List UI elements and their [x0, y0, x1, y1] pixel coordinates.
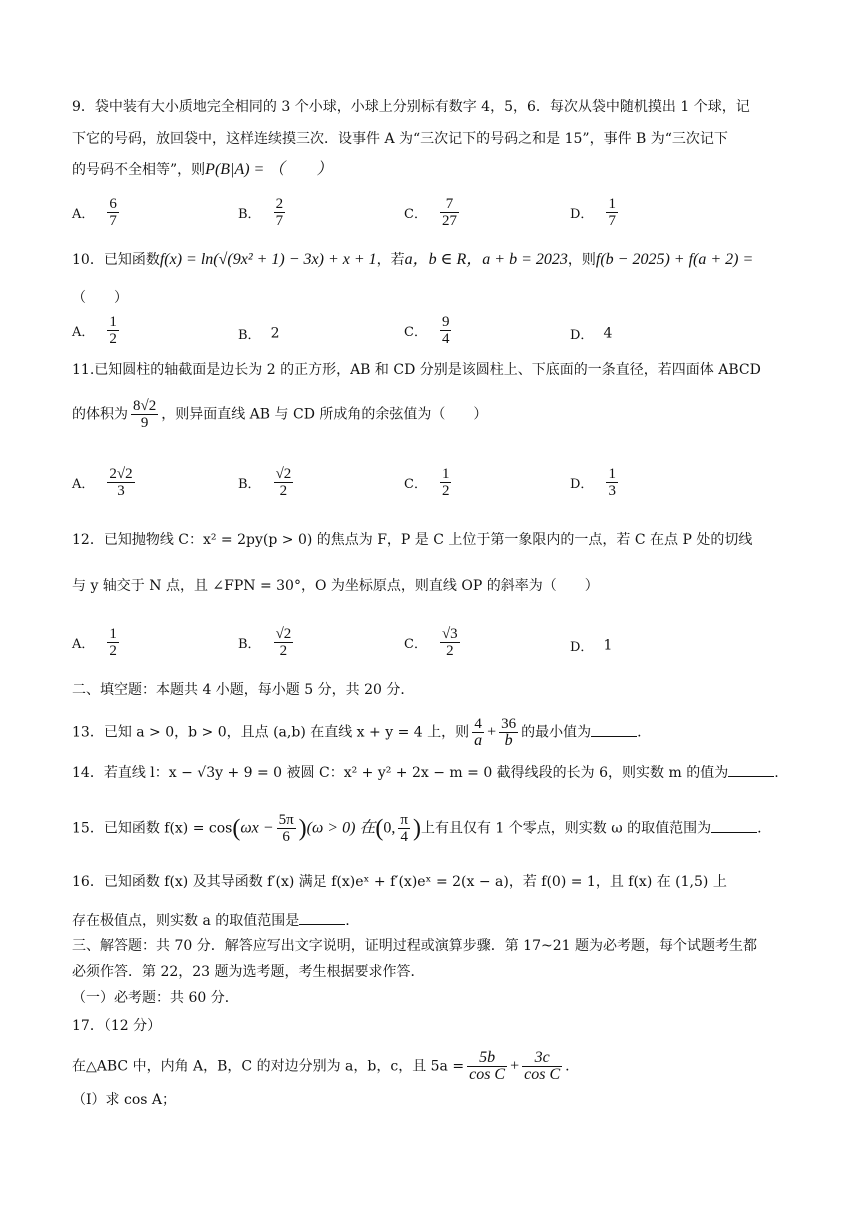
- fraction: [606, 466, 618, 499]
- q11-option-d: [570, 466, 621, 499]
- frac-num: 8√2: [133, 398, 157, 414]
- q11-line1: 11.已知圆柱的轴截面是边长为 2 的正方形，AB 和 CD 分别是该圆柱上、下底面的一条直径，若四面体 ABCD: [72, 362, 761, 378]
- fraction: [107, 196, 119, 229]
- q9-expr: P(B|A) = （ ）: [205, 161, 333, 178]
- q17-line-pre: 在△ABC 中，内角 A，B，C 的对边分别为 a，b，c，且 5a =: [72, 1058, 465, 1075]
- answer-blank: [711, 818, 757, 833]
- q12-line1: 12．已知抛物线 C：x² = 2py(p > 0) 的焦点为 F，P 是 C 上位于第一象限内的一点，若 C 在点 P 处的切线: [72, 532, 753, 548]
- frac-num: 5b: [467, 1050, 507, 1067]
- frac-den: 7: [109, 213, 117, 229]
- frac-num: 1: [441, 466, 450, 482]
- fraction: [398, 812, 410, 845]
- q9-option-c: [404, 196, 462, 229]
- answer-blank: [728, 762, 774, 777]
- fraction: [277, 812, 296, 845]
- q11-option-b: [238, 466, 296, 499]
- left-paren: (: [375, 815, 384, 842]
- frac-den: 6: [282, 829, 290, 845]
- q17-head: 17．（12 分）: [72, 1018, 162, 1034]
- option-label: D．: [570, 207, 594, 222]
- fraction: [440, 626, 460, 659]
- fraction: [274, 196, 286, 229]
- q9-line1: 9．袋中装有大小质地完全相同的 3 个小球，小球上分别标有数字 4，5，6．每次从袋中随机摸出 1 个球，记: [72, 99, 750, 115]
- option-label: B．: [238, 207, 261, 222]
- fraction: [606, 196, 618, 229]
- q10-option-c: [404, 314, 454, 347]
- frac-num: 1: [109, 626, 117, 642]
- q13-post: 的最小值为: [521, 724, 592, 741]
- option-value: 1: [603, 637, 613, 654]
- q12-option-a: [72, 626, 122, 659]
- q10-line1: [72, 250, 753, 270]
- period: .: [637, 724, 642, 741]
- q9-option-b: [238, 196, 288, 229]
- frac-num: 1: [109, 314, 117, 330]
- frac-num: 36: [501, 716, 517, 732]
- q17-sub1: （Ⅰ）求 cos A；: [72, 1092, 176, 1108]
- fraction: [467, 1050, 507, 1083]
- q13: [72, 716, 642, 749]
- right-paren: ): [298, 815, 307, 842]
- fraction: [472, 716, 484, 749]
- option-label: B．: [238, 477, 261, 492]
- right-paren: ): [412, 815, 421, 842]
- q10-option-d: [570, 324, 612, 343]
- q11-line2-pre: 的体积为: [72, 406, 128, 423]
- fraction: [274, 626, 294, 659]
- frac-num: 7: [440, 196, 459, 213]
- frac-den: 27: [441, 213, 457, 229]
- q15-post: 上有且仅有 1 个零点，则实数 ω 的取值范围为: [420, 820, 712, 837]
- q10-mid: ，若: [376, 252, 405, 268]
- q9-line3-text: 的号码不全相等”，则: [72, 162, 206, 178]
- option-label: A．: [72, 477, 95, 492]
- frac-num: 5π: [278, 812, 294, 828]
- q10-cond: a，b ∈ R，a + b = 2023: [404, 251, 568, 268]
- q11-line2-post: ，则异面直线 AB 与 CD 所成角的余弦值为（ ）: [161, 406, 488, 423]
- frac-den: 4: [400, 829, 408, 845]
- option-label: B．: [238, 637, 261, 652]
- q11-line2: [72, 398, 487, 431]
- q16-line2-text: 存在极值点，则实数 a 的取值范围是: [72, 913, 300, 929]
- frac-num: 1: [608, 196, 616, 212]
- q17-line: [72, 1050, 570, 1083]
- frac-num: 1: [608, 466, 616, 482]
- frac-den: 2: [109, 643, 117, 659]
- frac-den: 7: [275, 213, 284, 229]
- frac-num: π: [400, 812, 408, 828]
- option-label: D．: [570, 640, 594, 655]
- fraction: [440, 314, 452, 347]
- q11-option-c: [404, 466, 454, 499]
- frac-den: 7: [608, 213, 616, 229]
- q10-expr: f(b − 2025) + f(a + 2) =: [595, 251, 754, 268]
- frac-den: b: [504, 732, 513, 749]
- fraction: [522, 1050, 562, 1083]
- q10-option-b: [238, 324, 279, 343]
- option-label: D．: [570, 328, 594, 343]
- fraction: [499, 716, 518, 749]
- q16-line2: [72, 910, 350, 931]
- frac-den: 2: [279, 643, 288, 659]
- fraction: [131, 398, 158, 431]
- fraction: [107, 626, 119, 659]
- frac-den: cos C: [524, 1066, 561, 1083]
- q12-option-b: [238, 626, 296, 659]
- q14: [72, 762, 779, 783]
- q11-option-a: [72, 466, 138, 499]
- frac-num: √2: [275, 626, 292, 642]
- frac-num: √3: [441, 626, 458, 642]
- option-label: C．: [404, 477, 427, 492]
- frac-den: 2: [441, 483, 450, 499]
- q12-option-d: [570, 636, 612, 655]
- frac-num: 9: [441, 314, 450, 330]
- q15-mid: (ω > 0) 在: [306, 819, 376, 837]
- frac-den: 2: [446, 643, 454, 659]
- q9-option-d: [570, 196, 621, 229]
- option-label: A．: [72, 637, 95, 652]
- option-label: A．: [72, 325, 95, 340]
- q15-inner: ωx −: [240, 819, 274, 837]
- q9-line3: [72, 160, 332, 180]
- fraction: [274, 466, 294, 499]
- frac-den: 3: [608, 483, 616, 499]
- q14-text: 14．若直线 l：x − √3y + 9 = 0 被圆 C：x² + y² + 2x − m = 0 截得线段的长为 6，则实数 m 的值为: [72, 765, 729, 781]
- frac-den: 9: [140, 415, 149, 431]
- frac-num: 3c: [522, 1050, 562, 1067]
- q10-prefix: 10．已知函数: [72, 252, 160, 268]
- option-label: C．: [404, 325, 427, 340]
- plus-sign: +: [487, 723, 497, 741]
- q16-line1: 16．已知函数 f(x) 及其导函数 f′(x) 满足 f(x)eˣ + f′(x)eˣ = 2(x − a)，若 f(0) = 1，且 f(x) 在 (1,5) 上: [72, 874, 727, 890]
- period: .: [345, 913, 350, 929]
- fraction: [107, 314, 119, 347]
- option-label: D．: [570, 477, 594, 492]
- option-label: C．: [404, 207, 427, 222]
- period: .: [774, 765, 779, 781]
- q15-pre: 15．已知函数 f(x) = cos: [72, 820, 233, 837]
- option-label: B．: [238, 328, 261, 343]
- option-label: C．: [404, 637, 427, 652]
- frac-den: 2: [109, 331, 117, 347]
- frac-num: 2√2: [109, 466, 133, 482]
- plus-sign: +: [510, 1057, 520, 1075]
- part-1-heading: （一）必考题：共 60 分．: [72, 990, 239, 1006]
- q9-line2: 下它的号码，放回袋中，这样连续摸三次．设事件 A 为“三次记下的号码之和是 15”，事件 B 为“三次记下: [72, 131, 728, 147]
- fraction: [440, 466, 452, 499]
- left-paren: (: [232, 815, 241, 842]
- q13-pre: 13．已知 a > 0，b > 0，且点 (a,b) 在直线 x + y = 4 上，则: [72, 724, 470, 741]
- frac-den: 4: [441, 331, 450, 347]
- frac-num: 2: [275, 196, 284, 212]
- frac-num: √2: [275, 466, 292, 482]
- option-value: 2: [270, 325, 280, 342]
- option-value: 4: [603, 325, 613, 342]
- q10-func: f(x) = ln(√(9x² + 1) − 3x) + x + 1: [159, 251, 377, 268]
- q15: [72, 812, 762, 845]
- section-2-heading: 二、填空题：本题共 4 小题，每小题 5 分，共 20 分．: [72, 682, 415, 698]
- frac-num: 6: [109, 196, 117, 212]
- frac-den: a: [474, 732, 483, 749]
- q12-option-c: [404, 626, 463, 659]
- frac-num: 4: [472, 716, 484, 733]
- frac-den: 2: [279, 483, 288, 499]
- option-label: A．: [72, 207, 95, 222]
- q10-paren: （ ）: [72, 290, 128, 306]
- q9-option-a: [72, 196, 122, 229]
- section-3-line1: 三、解答题：共 70 分．解答应写出文字说明，证明过程或演算步骤．第 17~21 题为必考题，每个试题考生都: [72, 938, 757, 954]
- q10-option-a: [72, 314, 122, 347]
- frac-den: cos C: [469, 1066, 506, 1083]
- fraction: [440, 196, 459, 229]
- period: .: [757, 820, 762, 837]
- frac-den: 3: [117, 483, 125, 499]
- answer-blank: [299, 910, 345, 925]
- q10-then: ，则: [567, 252, 596, 268]
- fraction: [107, 466, 134, 499]
- answer-blank: [591, 722, 637, 737]
- period: .: [565, 1058, 570, 1075]
- q12-line2: 与 y 轴交于 N 点，且 ∠FPN = 30°，O 为坐标原点，则直线 OP 的斜率为（ ）: [72, 578, 599, 594]
- section-3-line2: 必须作答．第 22，23 题为选考题，考生根据要求作答．: [72, 964, 425, 980]
- q15-interval: 0,: [383, 819, 396, 837]
